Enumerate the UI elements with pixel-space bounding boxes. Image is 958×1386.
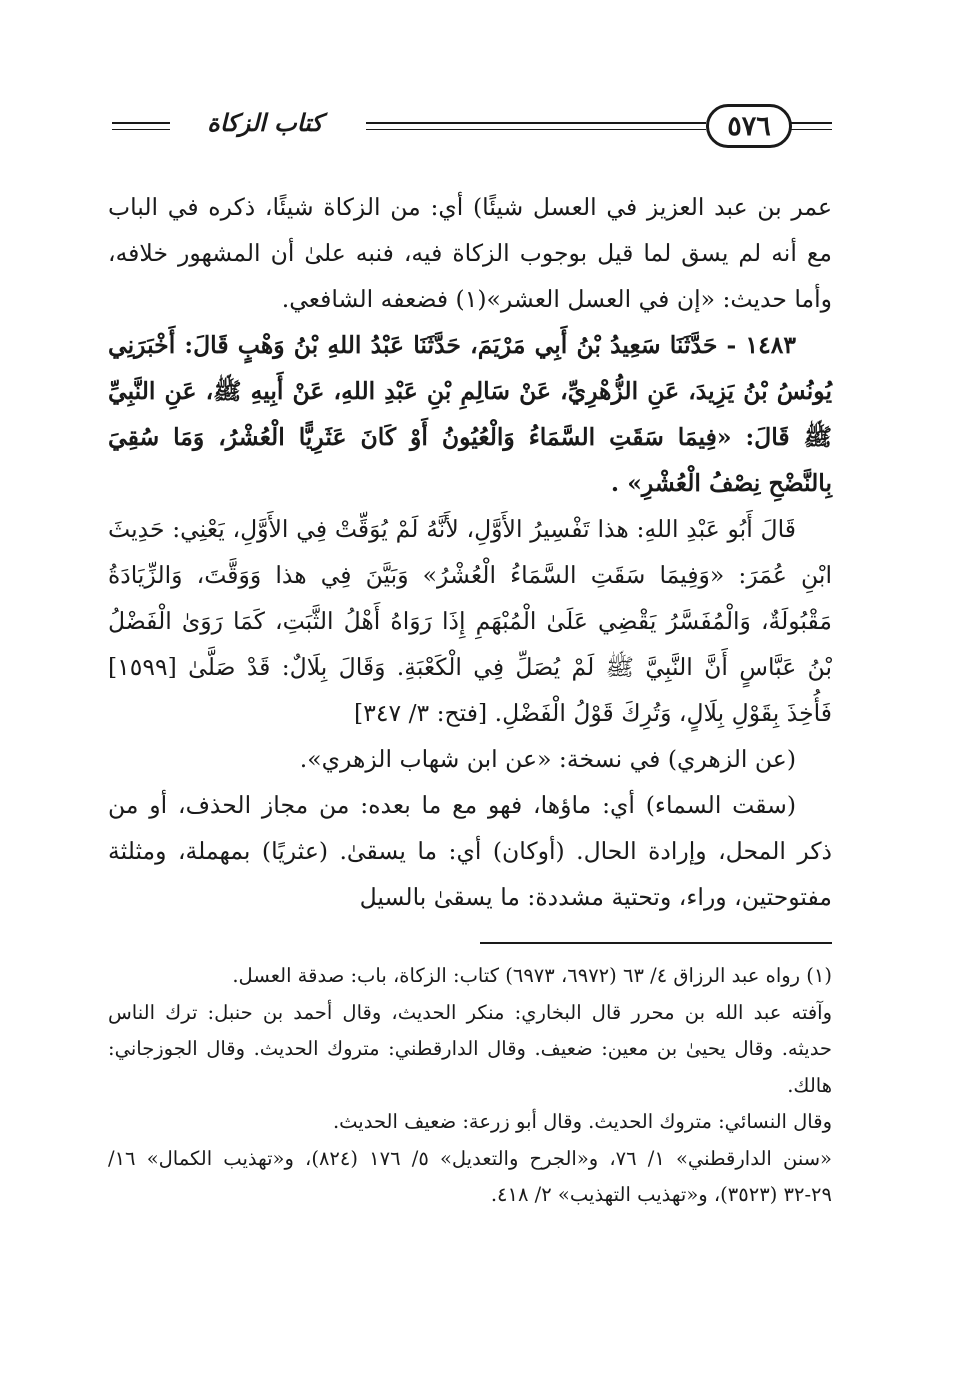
commentary-paragraph: (سقت السماء) أي: ماؤها، فهو مع ما بعده: من مجاز الحذف، أو من ذكر المحل، وإرادة الحال. (أوكان) أي: ما يسقىٰ. (عثريًا) بمهملة، ومثلثة مفتوحتين، وراء، وتحتية مشددة: ما يسقىٰ بالسيل: [108, 791, 832, 911]
footnote-separator: [480, 942, 832, 944]
footnote-text: وقال النسائي: متروك الحديث. وقال أبو زرعة: ضعيف الحديث.: [332, 1110, 832, 1133]
book-page: [108, 92, 832, 1342]
page-number: ٥٧٦: [706, 104, 792, 148]
book-title: كتاب الزكاة: [207, 108, 323, 137]
header-rule-left-thin: [112, 129, 170, 130]
header-rule-left: [112, 122, 170, 124]
commentary-paragraph: (عن الزهري) في نسخة: «عن ابن شهاب الزهري».: [299, 745, 796, 773]
header-rule-middle: [366, 122, 706, 124]
page-header: [108, 104, 832, 156]
bukhari-comment: قَالَ أَبُو عَبْدِ اللهِ: هذا تَفْسِيرُ الأَوَّلِ، لأَنَّهُ لَمْ يُوَقِّتْ فِي الأَوَّلِ، يَعْنِي: حَدِيثَ ابْنِ عُمَرَ: «وَفِيمَا سَقَتِ السَّمَاءُ الْعُشْرُ» وَبَيَّنَ فِي هذا وَوَقَّتَ، وَالزِّيَادَةُ مَقْبُولَةٌ، وَالْمُفَسَّرُ يَقْضِي عَلَىٰ الْمُبْهَمِ إِذَا رَوَاهُ أَهْلُ الثَّبَتِ، كَمَا رَوَىٰ الْفَضْلُ بْنُ عَبَّاسٍ أَنَّ النَّبِيَّ ﷺ لَمْ يُصَلِّ فِي الْكَعْبَةِ. وَقَالَ بِلَالٌ: قَدْ صَلَّىٰ [١٥٩٩] فَأُخِذَ بِقَوْلِ بِلَالٍ، وَتُرِكَ قَوْلُ الْفَضْلِ. [فتح: ٣/ ٣٤٧]: [108, 515, 832, 727]
footnote-1: (١) رواه عبد الرزاق ٤/ ٦٣ (٦٩٧٢، ٦٩٧٣) كتاب: الزكاة، باب: صدقة العسل.: [232, 964, 832, 987]
commentary-paragraph: عمر بن عبد العزيز في العسل شيئًا) أي: من الزكاة شيئًا، ذكره في الباب مع أنه لم يسق لما قيل بوجوب الزكاة فيه، فنبه علىٰ أن المشهور خلافه، وأما حديث: «إن في العسل العشر»(١) فضعفه الشافعي.: [108, 193, 832, 313]
footnotes: [108, 958, 832, 1214]
header-rule-middle-thin: [366, 129, 706, 130]
header-rule-right-thin: [790, 129, 832, 130]
footnote-text: وآفته عبد الله بن محرر قال البخاري: منكر الحديث، وقال أحمد بن حنبل: ترك الناس حديثه. وقال يحيىٰ بن معين: ضعيف. وقال الدارقطني: متروك الحديث. وقال الجوزجاني: هالك.: [108, 1000, 832, 1097]
main-text: [108, 184, 832, 920]
footnote-text: «سنن الدارقطني» ١/ ٧٦، و«الجرح والتعديل» ٥/ ١٧٦ (٨٢٤)، و«تهذيب الكمال» ١٦/ ٢٩-٣٢ (٣٥٢٣)، و«تهذيب التهذيب» ٢/ ٤١٨.: [108, 1146, 832, 1206]
hadith-text: ١٤٨٣ - حَدَّثَنَا سَعِيدُ بْنُ أَبِي مَرْيَمَ، حَدَّثَنَا عَبْدُ اللهِ بْنُ وَهْبٍ قَالَ: أَخْبَرَنِي يُونُسُ بْنُ يَزِيدَ، عَنِ الزُّهْرِيِّ، عَنْ سَالِمِ بْنِ عَبْدِ اللهِ، عَنْ أَبِيهِ ﷺ، عَنِ النَّبِيِّ ﷺ قَالَ: «فِيمَا سَقَتِ السَّمَاءُ وَالْعُيُونُ أَوْ كَانَ عَثَرِيًّا الْعُشْرُ، وَمَا سُقِيَ بِالنَّضْحِ نِصْفُ الْعُشْرِ» .: [108, 331, 832, 497]
header-rule-right: [790, 122, 832, 124]
